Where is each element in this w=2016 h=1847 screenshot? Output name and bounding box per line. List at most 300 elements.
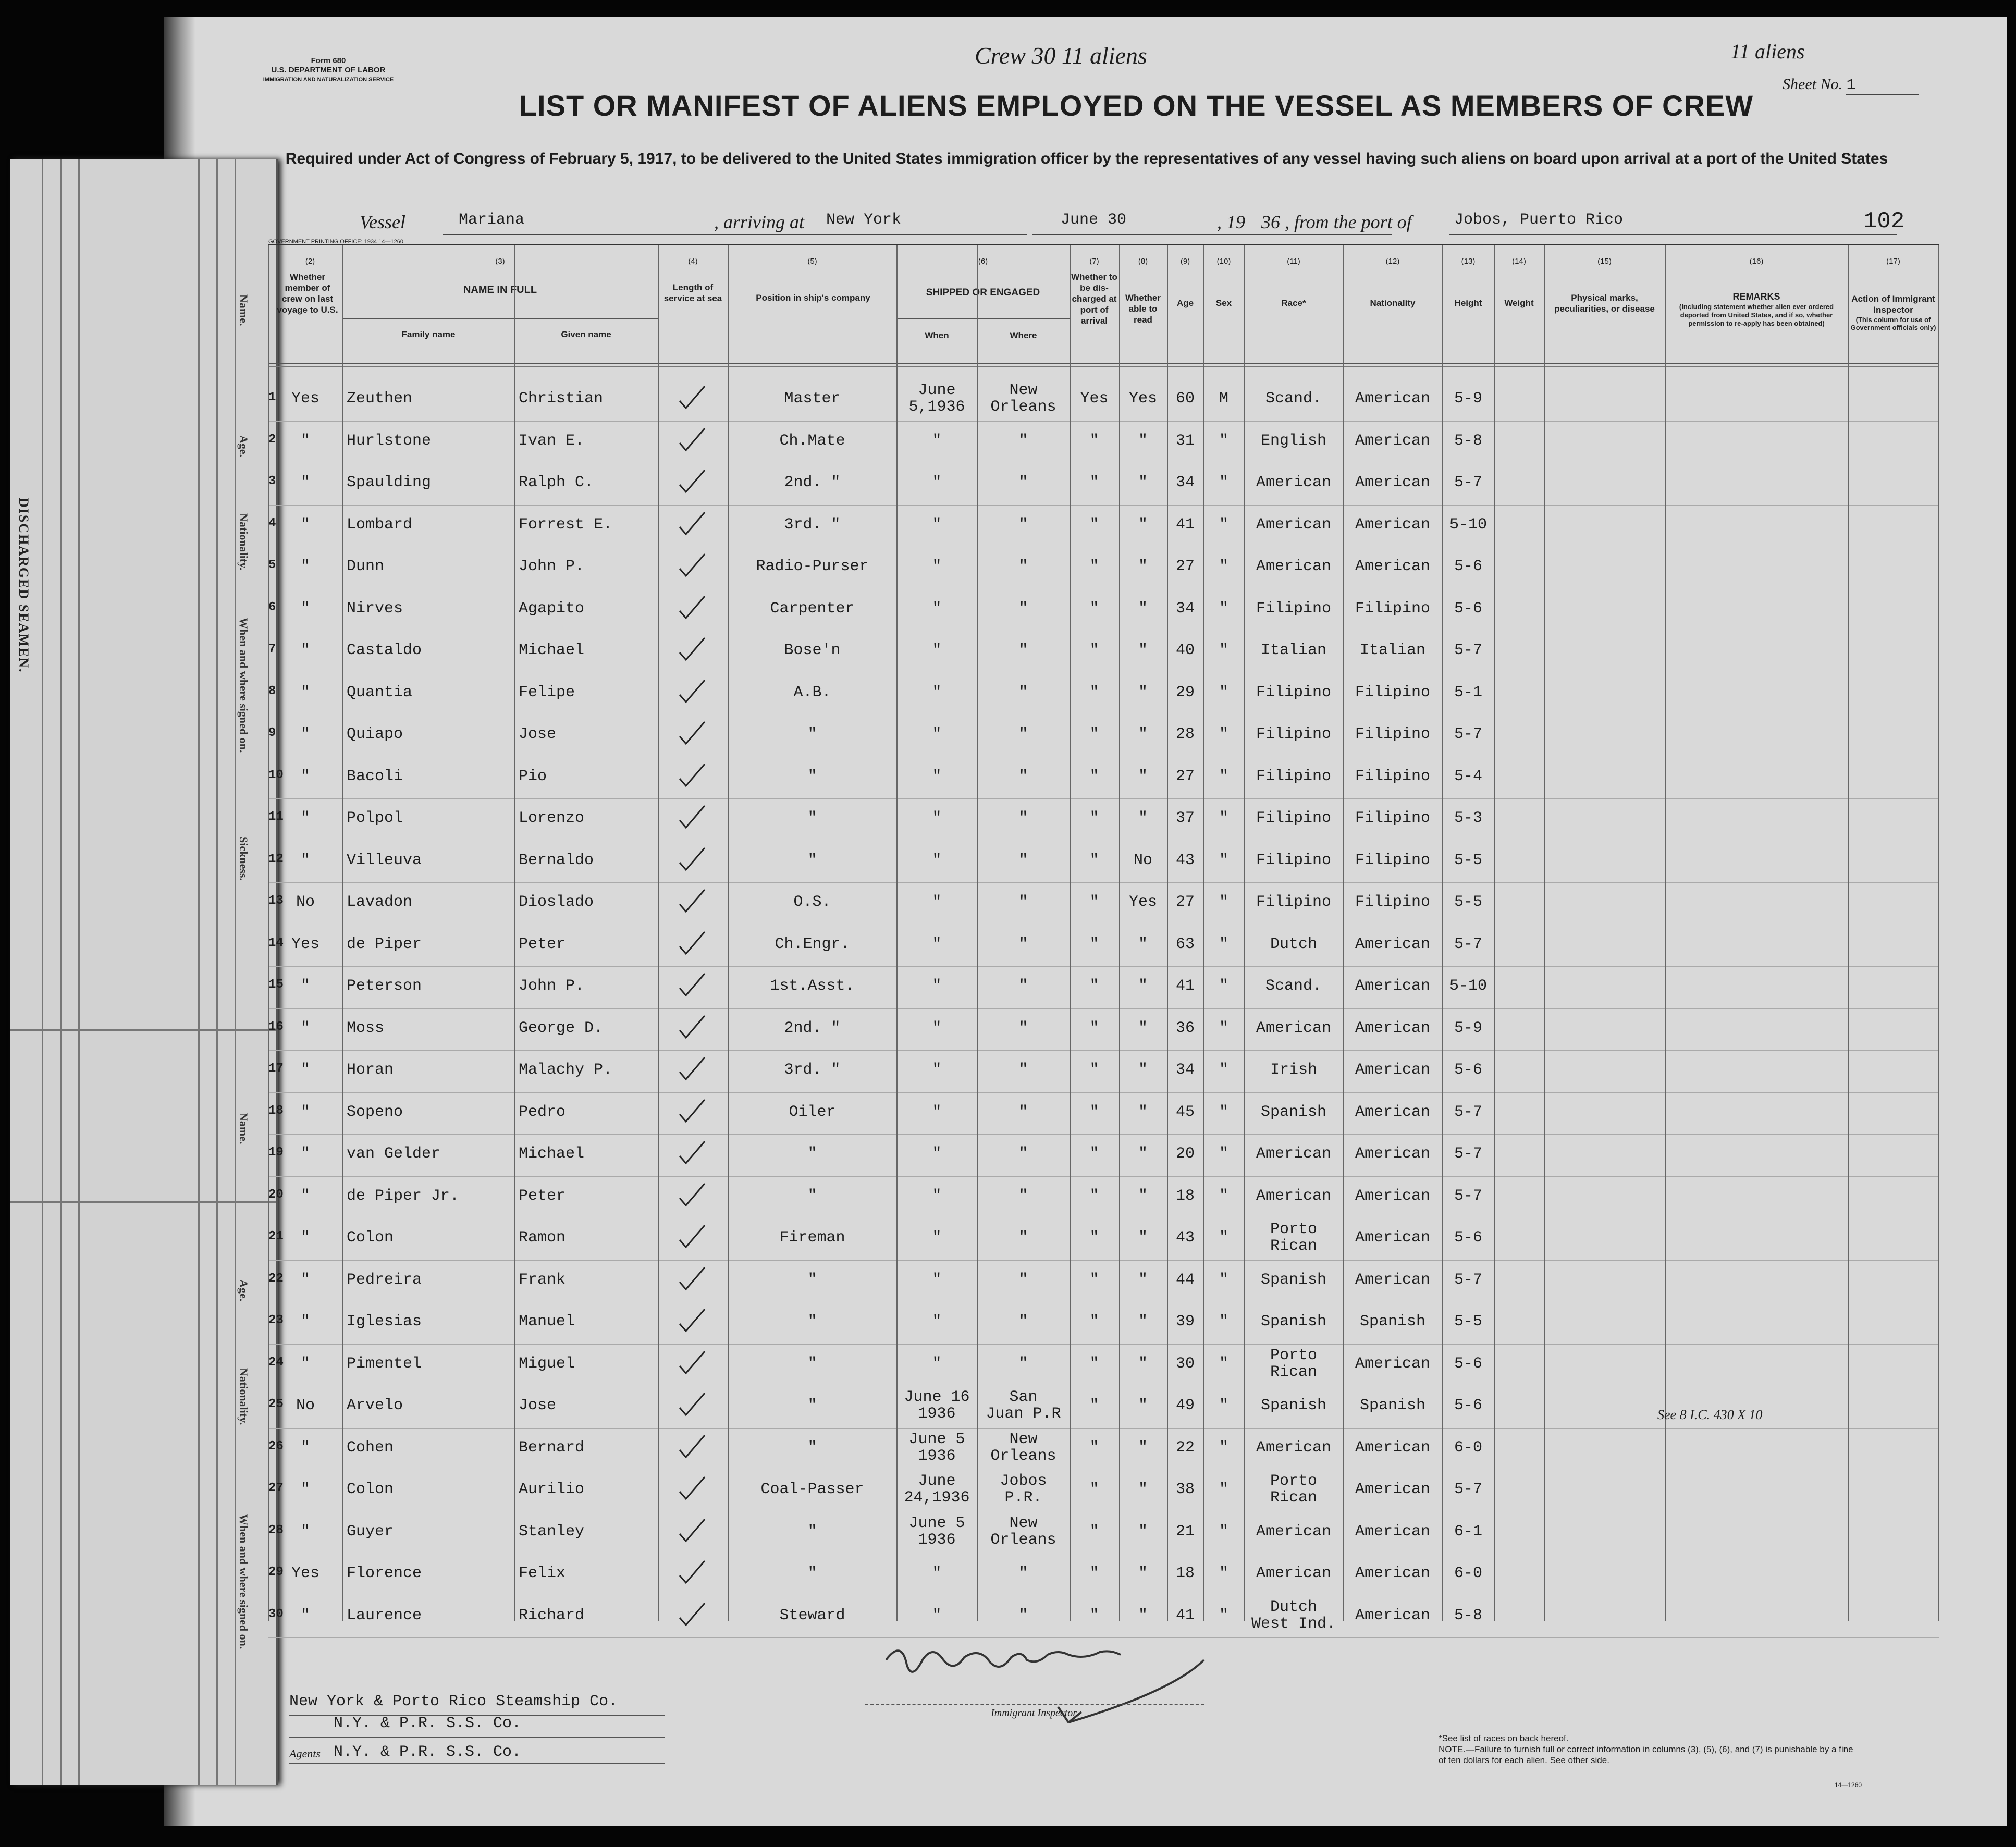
check-mark-icon xyxy=(678,931,706,956)
side-label-age: Age. xyxy=(237,435,250,458)
cell-height: 5-3 xyxy=(1454,809,1482,827)
cell-age: 41 xyxy=(1175,515,1195,534)
cell-disch: " xyxy=(1089,474,1099,491)
cell-family: de Piper xyxy=(347,935,422,953)
check-mark-icon xyxy=(678,1015,706,1040)
cell-given: Forrest E. xyxy=(519,515,613,534)
agents-label: Agents xyxy=(289,1747,321,1760)
cell-nat: American xyxy=(1355,1019,1431,1037)
cell-read: " xyxy=(1138,1145,1148,1163)
cell-sex: " xyxy=(1219,683,1228,701)
cell-nat: American xyxy=(1355,1565,1431,1582)
table-row xyxy=(268,801,1939,841)
cell-disch: " xyxy=(1089,1271,1099,1289)
side-label-nationality-2: Nationality. xyxy=(237,1368,250,1425)
row-number: 24 xyxy=(268,1355,284,1370)
cell-height: 5-7 xyxy=(1454,642,1482,659)
cell-height: 6-0 xyxy=(1454,1565,1482,1582)
cell-read: " xyxy=(1138,1271,1148,1289)
cell-family: de Piper Jr. xyxy=(347,1187,460,1205)
colnum-6: (6) xyxy=(978,257,988,266)
cell-disch: " xyxy=(1089,935,1099,953)
grid-column-line xyxy=(268,245,269,1621)
cell-family: Quantia xyxy=(347,683,413,701)
cell-height: 5-7 xyxy=(1454,935,1482,953)
inspector-line: Immigrant Inspector. xyxy=(865,1704,1204,1719)
cell-when: " xyxy=(932,1061,942,1079)
cell-member: " xyxy=(300,1522,310,1541)
cell-member: " xyxy=(300,515,310,534)
cell-disch: " xyxy=(1089,809,1099,827)
cell-where: New Orleans xyxy=(990,1514,1056,1549)
cell-race: Scand. xyxy=(1265,390,1322,408)
table-row xyxy=(268,759,1939,799)
cell-where: " xyxy=(1018,1187,1028,1205)
cell-sex: " xyxy=(1219,1355,1228,1373)
grid-column-line xyxy=(1244,245,1245,1621)
cell-sex: " xyxy=(1219,767,1228,785)
cell-given: Lorenzo xyxy=(519,809,585,827)
grid-column-line xyxy=(728,245,729,1621)
grid-column-line xyxy=(977,245,978,1621)
header-discharged: Whether to be dis-charged at port of arrival xyxy=(1071,272,1117,326)
cell-race: Filipino xyxy=(1256,725,1332,743)
cell-member: " xyxy=(300,558,310,575)
cell-age: 63 xyxy=(1175,935,1195,953)
table-row xyxy=(268,381,1939,422)
check-mark-icon xyxy=(678,721,706,746)
header-able-to-read: Whether able to read xyxy=(1125,293,1161,325)
cell-height: 5-7 xyxy=(1454,1145,1482,1163)
cell-family: Guyer xyxy=(347,1522,394,1541)
footnote xyxy=(1439,1733,1855,1766)
vessel-name: Mariana xyxy=(459,211,525,229)
cell-given: Miguel xyxy=(519,1355,575,1373)
grid-column-line xyxy=(658,245,659,1621)
cell-where: " xyxy=(1018,1229,1028,1247)
cell-sex: " xyxy=(1219,1397,1228,1414)
cell-age: 27 xyxy=(1175,558,1195,575)
cell-family: Laurence xyxy=(347,1606,422,1624)
check-mark-icon xyxy=(678,595,706,620)
cell-read: " xyxy=(1138,1606,1148,1624)
cell-family: Villeuva xyxy=(347,851,422,869)
cell-position: " xyxy=(807,1313,817,1331)
check-mark-icon xyxy=(678,553,706,578)
table-row xyxy=(268,717,1939,757)
cell-sex: " xyxy=(1219,893,1228,911)
row-number: 5 xyxy=(268,558,276,572)
cell-where: " xyxy=(1018,1565,1028,1582)
cell-given: Pedro xyxy=(519,1103,566,1121)
cell-age: 44 xyxy=(1175,1271,1195,1289)
cell-race: Dutch xyxy=(1270,935,1317,953)
sheet-label: Sheet No. xyxy=(1783,76,1842,93)
row-number: 15 xyxy=(268,978,284,992)
row-number: 8 xyxy=(268,684,276,698)
cell-read: " xyxy=(1138,599,1148,618)
cell-race: Filipino xyxy=(1256,893,1332,911)
grid-column-line xyxy=(1203,245,1204,1621)
cell-read: " xyxy=(1138,1522,1148,1541)
cell-family: Quiapo xyxy=(347,725,403,743)
cell-when: " xyxy=(932,1229,942,1247)
cell-position: 2nd. " xyxy=(784,1019,841,1037)
cell-age: 20 xyxy=(1175,1145,1195,1163)
cell-read: " xyxy=(1138,725,1148,743)
table-row xyxy=(268,675,1939,716)
cell-member: " xyxy=(300,1438,310,1457)
cell-sex: " xyxy=(1219,558,1228,575)
cell-height: 5-5 xyxy=(1454,1313,1482,1331)
cell-nat: Italian xyxy=(1359,642,1426,659)
row-number: 1 xyxy=(268,390,276,404)
cell-sex: " xyxy=(1219,725,1228,743)
cell-age: 39 xyxy=(1175,1313,1195,1331)
table-row xyxy=(268,843,1939,883)
cell-member: " xyxy=(300,809,310,827)
cell-nat: Filipino xyxy=(1355,809,1431,827)
cell-where: " xyxy=(1018,1271,1028,1289)
header-race: Race* xyxy=(1281,298,1306,308)
cell-sex: " xyxy=(1219,935,1228,953)
cell-position: Coal-Passer xyxy=(760,1481,864,1498)
page-subtitle: Required under Act of Congress of February 5, 1917, to be delivered to the United States immigration officer by the representatives of any vessel having such aliens on board upon arrival at a port of the United States xyxy=(285,150,1888,167)
cell-position: Ch.Engr. xyxy=(775,935,850,953)
cell-nat: Filipino xyxy=(1355,599,1431,618)
cell-read: " xyxy=(1138,1019,1148,1037)
cell-age: 18 xyxy=(1175,1187,1195,1205)
cell-sex: " xyxy=(1219,642,1228,659)
discharged-seamen-panel xyxy=(10,159,278,1785)
cell-when: " xyxy=(932,935,942,953)
cell-nat: Spanish xyxy=(1359,1397,1426,1414)
cell-position: " xyxy=(807,725,817,743)
cell-family: Colon xyxy=(347,1229,394,1247)
handwritten-aliens-note: 11 aliens xyxy=(1730,40,1805,63)
cell-nat: American xyxy=(1355,1355,1431,1373)
cell-disch: " xyxy=(1089,683,1099,701)
department: U.S. DEPARTMENT OF LABOR xyxy=(271,66,386,75)
cell-member: " xyxy=(300,767,310,785)
check-mark-icon xyxy=(678,889,706,914)
cell-member: Yes xyxy=(291,1565,319,1582)
row-number: 30 xyxy=(268,1607,284,1621)
cell-read: " xyxy=(1138,767,1148,785)
cell-disch: " xyxy=(1089,851,1099,869)
cell-age: 34 xyxy=(1175,1061,1195,1079)
cell-nat: Filipino xyxy=(1355,683,1431,701)
row-number: 2 xyxy=(268,432,276,447)
cell-sex: M xyxy=(1219,390,1228,408)
table-row xyxy=(268,1304,1939,1345)
cell-when: June 24,1936 xyxy=(904,1472,970,1507)
cell-height: 5-10 xyxy=(1449,515,1487,534)
grid-column-line xyxy=(1848,245,1849,1621)
cell-when: " xyxy=(932,1565,942,1582)
header-length-of-service: Length of service at sea xyxy=(663,282,722,303)
cell-race: Spanish xyxy=(1260,1313,1327,1331)
cell-nat: American xyxy=(1355,1438,1431,1457)
cell-where: " xyxy=(1018,558,1028,575)
colnum-11: (11) xyxy=(1287,257,1300,266)
check-mark-icon xyxy=(678,1266,706,1291)
cell-when: " xyxy=(932,725,942,743)
cell-given: Ramon xyxy=(519,1229,566,1247)
cell-race: American xyxy=(1256,1187,1332,1205)
cell-position: Master xyxy=(784,390,841,408)
cell-nat: American xyxy=(1355,558,1431,575)
row-number: 3 xyxy=(268,474,276,488)
cell-given: Jose xyxy=(519,725,557,743)
cell-when: June 5 1936 xyxy=(908,1430,965,1465)
cell-when: " xyxy=(932,977,942,995)
cell-race: Filipino xyxy=(1256,599,1332,618)
cell-nat: American xyxy=(1355,1606,1431,1624)
cell-when: " xyxy=(932,515,942,534)
cell-position: Carpenter xyxy=(770,599,855,618)
cell-given: Malachy P. xyxy=(519,1061,613,1079)
cell-height: 5-8 xyxy=(1454,1606,1482,1624)
cell-when: June 16 1936 xyxy=(904,1388,970,1423)
cell-family: Colon xyxy=(347,1481,394,1498)
colnum-16: (16) xyxy=(1749,257,1764,266)
cell-disch: " xyxy=(1089,558,1099,575)
page-stamp: 102 xyxy=(1863,208,1905,235)
cell-read: " xyxy=(1138,1397,1148,1414)
cell-position: " xyxy=(807,809,817,827)
footnote-races: *See list of races on back hereof. xyxy=(1439,1733,1569,1743)
cell-given: Stanley xyxy=(519,1522,585,1541)
cell-race: Scand. xyxy=(1265,977,1322,995)
cell-race: Filipino xyxy=(1256,767,1332,785)
cell-member: No xyxy=(296,893,315,911)
cell-member: " xyxy=(300,725,310,743)
cell-read: " xyxy=(1138,515,1148,534)
cell-member: " xyxy=(300,599,310,618)
cell-position: 3rd. " xyxy=(784,515,841,534)
cell-nat: Filipino xyxy=(1355,767,1431,785)
row-number: 10 xyxy=(268,768,284,782)
grid-column-line xyxy=(514,245,515,1621)
cell-disch: " xyxy=(1089,893,1099,911)
cell-disch: " xyxy=(1089,725,1099,743)
check-mark-icon xyxy=(678,1183,706,1208)
cell-disch: " xyxy=(1089,1019,1099,1037)
cell-nat: American xyxy=(1355,1522,1431,1541)
cell-given: Manuel xyxy=(519,1313,575,1331)
voyage-line xyxy=(339,211,1908,242)
cell-given: Aurilio xyxy=(519,1481,585,1498)
cell-disch: " xyxy=(1089,599,1099,618)
cell-height: 5-5 xyxy=(1454,893,1482,911)
cell-sex: " xyxy=(1219,1481,1228,1498)
cell-position: " xyxy=(807,851,817,869)
owner-line: New York & Porto Rico Steamship Co. xyxy=(289,1693,618,1710)
cell-race: Porto Rican xyxy=(1270,1472,1317,1507)
cell-age: 27 xyxy=(1175,893,1195,911)
cell-height: 5-7 xyxy=(1454,725,1482,743)
handwritten-remark: See 8 I.C. 430 X 10 xyxy=(1657,1407,1763,1422)
cell-race: American xyxy=(1256,515,1332,534)
cell-member: " xyxy=(300,1355,310,1373)
cell-disch: " xyxy=(1089,1355,1099,1373)
cell-family: Pimentel xyxy=(347,1355,422,1373)
cell-given: Bernard xyxy=(519,1438,585,1457)
cell-nat: American xyxy=(1355,1229,1431,1247)
cell-disch: " xyxy=(1089,432,1099,450)
cell-position: Steward xyxy=(779,1606,845,1624)
cell-family: Moss xyxy=(347,1019,385,1037)
cell-nat: American xyxy=(1355,515,1431,534)
cell-sex: " xyxy=(1219,1145,1228,1163)
cell-sex: " xyxy=(1219,851,1228,869)
check-mark-icon xyxy=(678,763,706,788)
cell-given: Agapito xyxy=(519,599,585,618)
cell-when: " xyxy=(932,1355,942,1373)
cell-given: Peter xyxy=(519,935,566,953)
cell-family: Lavadon xyxy=(347,893,413,911)
header-given-name: Given name xyxy=(561,329,611,339)
cell-age: 34 xyxy=(1175,599,1195,618)
row-number: 19 xyxy=(268,1146,284,1160)
table-row xyxy=(268,1556,1939,1596)
cell-position: 3rd. " xyxy=(784,1061,841,1079)
arrival-port: New York xyxy=(826,211,902,229)
cell-nat: American xyxy=(1355,1187,1431,1205)
cell-where: " xyxy=(1018,977,1028,995)
cell-height: 5-4 xyxy=(1454,767,1482,785)
cell-height: 5-6 xyxy=(1454,1397,1482,1414)
cell-age: 43 xyxy=(1175,851,1195,869)
grid-column-line xyxy=(896,245,898,1621)
cell-member: " xyxy=(300,851,310,869)
header-age: Age xyxy=(1176,298,1194,308)
cell-age: 38 xyxy=(1175,1481,1195,1498)
cell-age: 41 xyxy=(1175,1606,1195,1624)
cell-read: " xyxy=(1138,935,1148,953)
cell-member: " xyxy=(300,1187,310,1205)
colnum-5: (5) xyxy=(807,257,817,266)
cell-member: No xyxy=(296,1397,315,1414)
cell-read: " xyxy=(1138,1187,1148,1205)
cell-when: " xyxy=(932,558,942,575)
table-row xyxy=(268,1472,1939,1512)
header-action: Action of Immigrant Inspector xyxy=(1851,294,1935,315)
cell-given: Pio xyxy=(519,767,547,785)
grid-column-line xyxy=(342,245,343,1621)
cell-race: American xyxy=(1256,1019,1332,1037)
check-mark-icon xyxy=(678,1140,706,1165)
check-mark-icon xyxy=(678,1099,706,1124)
row-number: 7 xyxy=(268,642,276,656)
cell-age: 18 xyxy=(1175,1565,1195,1582)
cell-disch: " xyxy=(1089,642,1099,659)
header-when: When xyxy=(925,330,949,340)
form-code: 14—1260 xyxy=(1835,1781,1862,1789)
cell-disch: " xyxy=(1089,977,1099,995)
colnum-14: (14) xyxy=(1512,257,1526,266)
row-number: 23 xyxy=(268,1313,284,1327)
colnum-3: (3) xyxy=(495,257,505,266)
cell-position: Fireman xyxy=(779,1229,845,1247)
cell-family: Bacoli xyxy=(347,767,403,785)
cell-read: " xyxy=(1138,1229,1148,1247)
cell-where: " xyxy=(1018,474,1028,491)
cell-nat: American xyxy=(1355,1481,1431,1498)
cell-sex: " xyxy=(1219,1565,1228,1582)
table-row xyxy=(268,1346,1939,1387)
cell-position: " xyxy=(807,1397,817,1414)
cell-race: Irish xyxy=(1270,1061,1317,1079)
cell-member: " xyxy=(300,1606,310,1624)
cell-position: A.B. xyxy=(793,683,831,701)
row-number: 6 xyxy=(268,600,276,614)
vessel-label: Vessel xyxy=(360,212,405,232)
cell-when: June 5,1936 xyxy=(908,381,965,416)
cell-family: Sopeno xyxy=(347,1103,403,1121)
cell-height: 5-5 xyxy=(1454,851,1482,869)
cell-where: " xyxy=(1018,725,1028,743)
check-mark-icon xyxy=(678,469,706,494)
cell-height: 5-6 xyxy=(1454,1229,1482,1247)
from-label: , from the port of xyxy=(1285,212,1412,232)
cell-disch: " xyxy=(1089,1481,1099,1498)
cell-age: 40 xyxy=(1175,642,1195,659)
grid-column-line xyxy=(1119,245,1120,1621)
cell-disch: " xyxy=(1089,1103,1099,1121)
cell-member: " xyxy=(300,1061,310,1079)
cell-nat: American xyxy=(1355,390,1431,408)
page-title: LIST OR MANIFEST OF ALIENS EMPLOYED ON THE VESSEL AS MEMBERS OF CREW xyxy=(519,89,1754,122)
cell-position: " xyxy=(807,1355,817,1373)
grid-column-line xyxy=(1938,245,1939,1621)
cell-family: Zeuthen xyxy=(347,390,413,408)
cell-nat: American xyxy=(1355,935,1431,953)
cell-member: " xyxy=(300,1103,310,1121)
cell-height: 6-0 xyxy=(1454,1438,1482,1457)
cell-when: " xyxy=(932,893,942,911)
side-label-signed-2: When and where signed on. xyxy=(237,1514,250,1649)
grid-column-line xyxy=(1544,245,1545,1621)
cell-member: " xyxy=(300,1019,310,1037)
cell-sex: " xyxy=(1219,1271,1228,1289)
cell-given: Christian xyxy=(519,390,604,408)
cell-disch: " xyxy=(1089,1061,1099,1079)
cell-disch: " xyxy=(1089,1229,1099,1247)
check-mark-icon xyxy=(678,847,706,872)
cell-where: " xyxy=(1018,809,1028,827)
cell-given: Michael xyxy=(519,642,585,659)
cell-age: 30 xyxy=(1175,1355,1195,1373)
cell-sex: " xyxy=(1219,977,1228,995)
row-number: 29 xyxy=(268,1565,284,1579)
form-identifier xyxy=(242,56,414,84)
cell-race: Filipino xyxy=(1256,809,1332,827)
table-row xyxy=(268,968,1939,1009)
cell-given: Michael xyxy=(519,1145,585,1163)
check-mark-icon xyxy=(678,427,706,452)
cell-position: " xyxy=(807,1438,817,1457)
colnum-15: (15) xyxy=(1597,257,1612,266)
cell-height: 5-6 xyxy=(1454,1355,1482,1373)
cell-disch: " xyxy=(1089,1145,1099,1163)
cell-age: 41 xyxy=(1175,977,1195,995)
side-label-signed: When and where signed on. xyxy=(237,618,250,753)
cell-where: New Orleans xyxy=(990,381,1056,416)
operator-line: N.Y. & P.R. S.S. Co. xyxy=(334,1715,522,1732)
cell-height: 5-6 xyxy=(1454,599,1482,618)
